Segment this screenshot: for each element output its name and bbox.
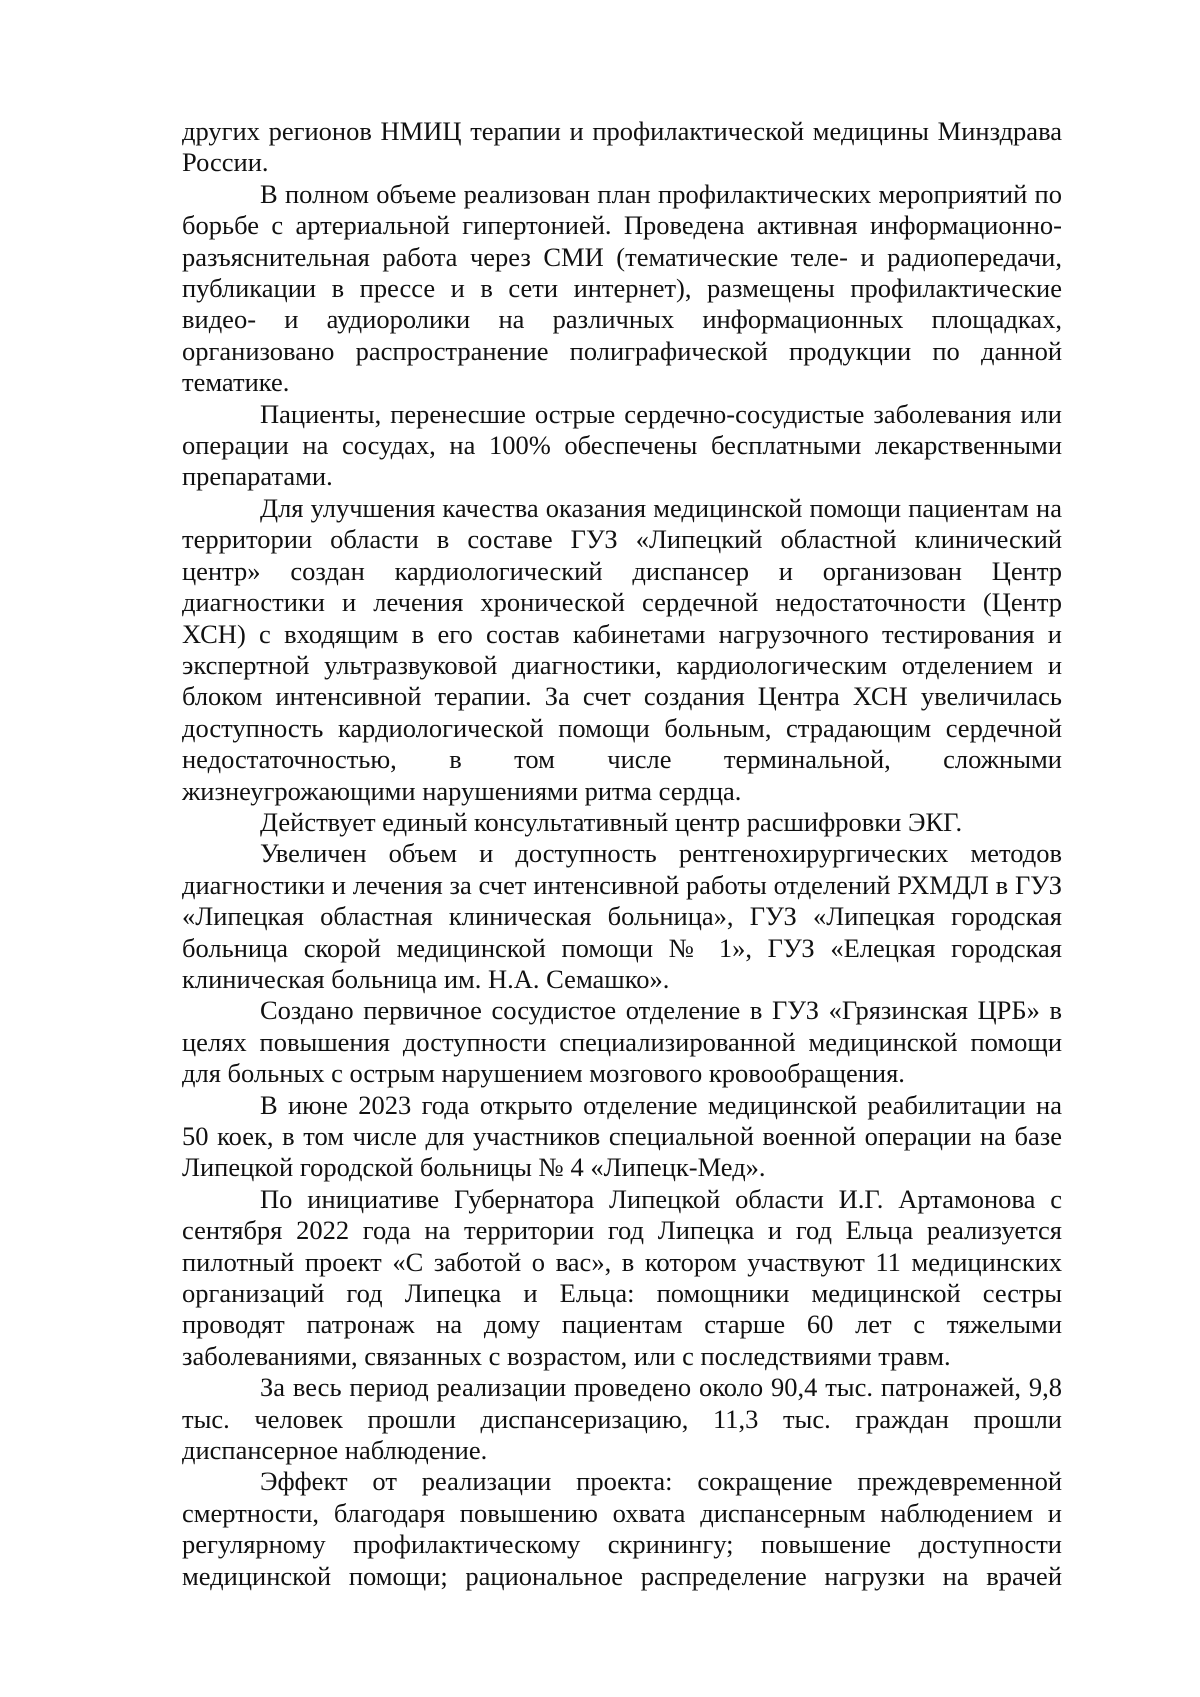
paragraph-free-medicines: Пациенты, перенесшие острые сердечно-сосудистые заболевания или операции на сосудах, на 100% обеспечены бесплатными лекарственными препаратами. bbox=[182, 398, 1062, 492]
document-page bbox=[182, 116, 1062, 1592]
paragraph-project-results: За весь период реализации проведено около 90,4 тыс. патронажей, 9,8 тыс. человек прошли диспансеризацию, 11,3 тыс. граждан прошли диспансерное наблюдение. bbox=[182, 1372, 1062, 1466]
paragraph-rehabilitation: В июне 2023 года открыто отделение медицинской реабилитации на 50 коек, в том числе для участников специальной военной операции на базе Липецкой городской больницы № 4 «Липецк-Мед». bbox=[182, 1089, 1062, 1183]
paragraph-cardiology-center: Для улучшения качества оказания медицинской помощи пациентам на территории области в составе ГУЗ «Липецкий областной клинический центр» создан кардиологический диспансер и организован Центр диагностики и лечения хронической сердечной недостаточности (Центр ХСН) с входящим в его состав кабинетами нагрузочного тестирования и экспертной ультразвуковой диагностики, кардиологическим отделением и блоком интенсивной терапии. За счет создания Центра ХСН увеличилась доступность кардиологической помощи больным, страдающим сердечной недостаточностью, в том числе терминальной, сложными жизнеугрожающими нарушениями ритма сердца. bbox=[182, 492, 1062, 806]
paragraph-project-effect: Эффект от реализации проекта: сокращение преждевременной смертности, благодаря повышению охвата диспансерным наблюдением и регулярному профилактическому скринингу; повышение доступности медицинской помощи; рациональное распределение нагрузки на врачей bbox=[182, 1466, 1062, 1591]
paragraph-xray-surgery: Увеличен объем и доступность рентгенохирургических методов диагностики и лечения за счет интенсивной работы отделений РХМДЛ в ГУЗ «Липецкая областная клиническая больница», ГУЗ «Липецкая городская больница скорой медицинской помощи № 1», ГУЗ «Елецкая городская клиническая больница им. Н.А. Семашко». bbox=[182, 838, 1062, 994]
paragraph-nmic-continuation: других регионов НМИЦ терапии и профилактической медицины Минздрава России. bbox=[182, 116, 1062, 178]
paragraph-ecg-center: Действует единый консультативный центр расшифровки ЭКГ. bbox=[260, 806, 963, 837]
paragraph-hypertension-plan: В полном объеме реализован план профилактических мероприятий по борьбе с артериальной гипертонией. Проведена активная информационно-разъяснительная работа через СМИ (тематические теле- и радиопередачи, публикации в прессе и в сети интернет), размещены профилактические видео- и аудиоролики на различных информационных площадках, организовано распространение полиграфической продукции по данной тематике. bbox=[182, 178, 1062, 398]
paragraph-pilot-project: По инициативе Губернатора Липецкой области И.Г. Артамонова с сентября 2022 года на территории год Липецка и год Ельца реализуется пилотный проект «С заботой о вас», в котором участвуют 11 медицинских организаций год Липецка и Ельца: помощники медицинской сестры проводят патронаж на дому пациентам старше 60 лет с тяжелыми заболеваниями, связанных с возрастом, или с последствиями травм. bbox=[182, 1183, 1062, 1371]
paragraph-vascular-department: Создано первичное сосудистое отделение в ГУЗ «Грязинская ЦРБ» в целях повышения доступности специализированной медицинской помощи для больных с острым нарушением мозгового кровообращения. bbox=[182, 995, 1062, 1089]
